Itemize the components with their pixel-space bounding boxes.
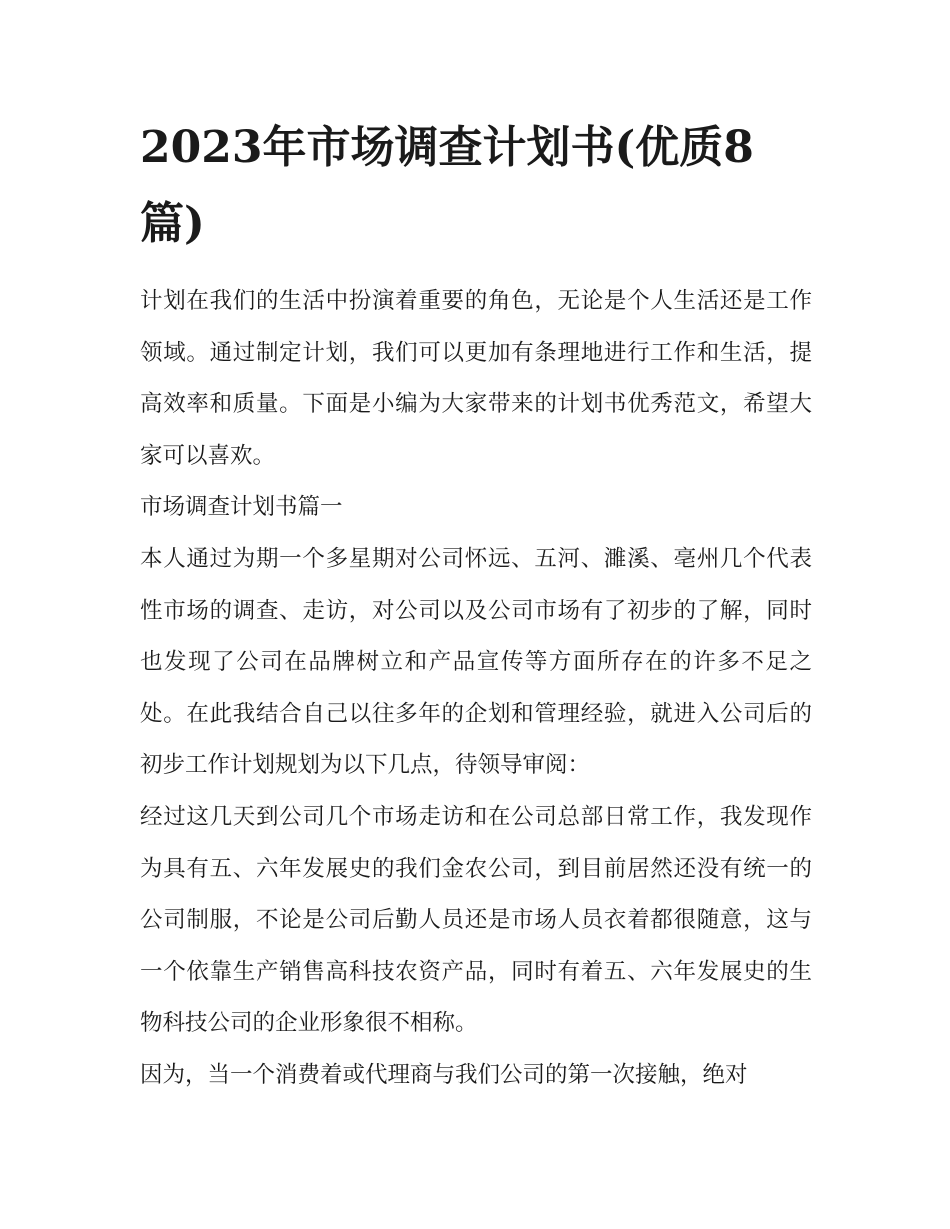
body-paragraph-2: 经过这几天到公司几个市场走访和在公司总部日常工作，我发现作为具有五、六年发展史的我们金农公司，到目前居然还没有统一的公司制服，不论是公司后勤人员还是市场人员衣着都很随意，这与一个依靠生产销售高科技农资产品，同时有着五、六年发展史的生物科技公司的企业形象很不相称。 xyxy=(140,803,812,1037)
intro-paragraph: 计划在我们的生活中扮演着重要的角色，无论是个人生活还是工作领域。通过制定计划，我们可以更加有条理地进行工作和生活，提高效率和质量。下面是小编为大家带来的计划书优秀范文，希望大家可以喜欢。 xyxy=(140,288,812,469)
section-heading: 市场调查计划书篇一 xyxy=(140,494,343,521)
document-title: 2023年市场调查计划书(优质8篇) xyxy=(140,122,754,249)
body-paragraph-3: 因为，当一个消费着或代理商与我们公司的第一次接触，绝对 xyxy=(140,1061,748,1088)
body-paragraph-1: 本人通过为期一个多星期对公司怀远、五河、濉溪、亳州几个代表性市场的调查、走访，对公司以及公司市场有了初步的了解，同时也发现了公司在品牌树立和产品宣传等方面所存在的许多不足之处。在此我结合自己以往多年的企划和管理经验，就进入公司后的初步工作计划规划为以下几点，待领导审阅： xyxy=(140,545,812,779)
document-page xyxy=(140,110,812,1102)
